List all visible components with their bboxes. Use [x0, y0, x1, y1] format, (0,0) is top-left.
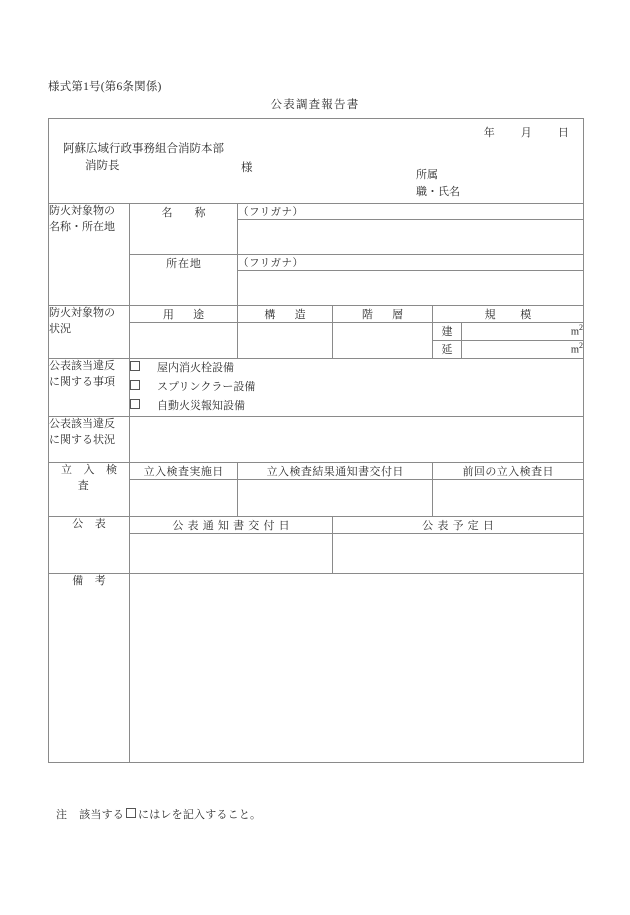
row-label-violation-items [49, 359, 130, 417]
violation-items-row [49, 359, 584, 417]
inspection-value-row [49, 479, 584, 516]
row-label-status-line2: 状況 [49, 322, 71, 335]
row-label-inspection: 立入検査 [49, 462, 130, 516]
colhead-inspection-date: 立入検査実施日 [130, 462, 238, 479]
honorific-label: 様 [241, 162, 253, 174]
organization-name: 阿蘇広域行政事務組合消防本部 [63, 143, 224, 155]
checkbox-label-sprinkler: スプリンクラー設備 [157, 380, 256, 393]
row-label-name-address-line1: 防火対象物の [49, 205, 115, 217]
row-label-violation-status-line1: 公表該当違反 [49, 417, 115, 430]
row-label-violation-status [49, 416, 130, 462]
input-violation-status[interactable] [130, 416, 584, 462]
affiliation-label: 所属 [416, 169, 438, 181]
input-previous-inspection-date[interactable] [433, 479, 584, 516]
footer-note [56, 806, 261, 822]
input-use[interactable] [130, 323, 238, 359]
remarks-row [49, 573, 584, 762]
row-label-status [49, 306, 130, 359]
size-total-unit-sup: 2 [579, 341, 584, 350]
name-label: 職・氏名 [416, 185, 460, 198]
size-building-label: 建 [433, 323, 462, 341]
colhead-size: 規 模 [433, 306, 584, 323]
input-size-building[interactable] [462, 323, 584, 341]
sub-label-name: 名 称 [130, 204, 238, 255]
size-total-unit: m [570, 344, 580, 356]
colhead-previous-inspection-date: 前回の立入検査日 [433, 462, 584, 479]
input-inspection-date[interactable] [130, 479, 238, 516]
name-furigana-row [49, 204, 584, 220]
row-label-name-address [49, 204, 130, 306]
date-day-label: 日 [557, 127, 570, 139]
colhead-structure: 構 造 [238, 306, 333, 323]
furigana-name: （フリガナ） [238, 204, 584, 220]
colhead-use: 用 途 [130, 306, 238, 323]
input-inspection-notice-date[interactable] [238, 479, 433, 516]
header-cell [49, 119, 584, 204]
checkbox-item-indoor-hydrant[interactable] [130, 359, 583, 378]
checkbox-icon[interactable] [130, 361, 140, 371]
sub-label-address: 所在地 [130, 255, 238, 306]
input-remarks[interactable] [130, 573, 584, 762]
row-label-publication: 公表 [49, 516, 130, 573]
footer-note-part1: 該当する [79, 809, 125, 821]
furigana-address: （フリガナ） [238, 255, 584, 271]
violation-status-row [49, 416, 584, 462]
document-title: 公表調査報告書 [270, 99, 360, 111]
date-year-label: 年 [483, 127, 495, 139]
colhead-publication-notice-date: 公表通知書交付日 [130, 516, 333, 533]
input-size-total[interactable] [462, 341, 584, 359]
input-structure[interactable] [238, 323, 333, 359]
row-label-name-address-line2: 名称・所在地 [49, 220, 115, 233]
addressee-block [63, 141, 224, 176]
checkbox-glyph-icon [126, 808, 136, 818]
size-building-unit: m [570, 326, 580, 338]
size-total-label: 延 [433, 341, 462, 359]
inspection-header-row [49, 462, 584, 479]
row-label-violation-status-line2: に関する状況 [49, 433, 115, 446]
input-name[interactable] [238, 220, 584, 255]
report-form-table [48, 118, 584, 763]
checkbox-item-fire-alarm[interactable] [130, 397, 583, 416]
header-row [49, 119, 584, 204]
size-building-unit-sup: 2 [579, 323, 584, 332]
status-header-row [49, 306, 584, 323]
address-furigana-row [49, 255, 584, 271]
row-label-remarks: 備考 [49, 573, 130, 762]
colhead-floors: 階 層 [333, 306, 433, 323]
row-label-violation-items-line2: に関する事項 [49, 375, 115, 388]
footer-note-lead: 注 [56, 809, 68, 821]
row-label-violation-items-line1: 公表該当違反 [49, 360, 115, 372]
input-publication-scheduled-date[interactable] [333, 533, 584, 573]
checkbox-label-indoor-hydrant: 屋内消火栓設備 [157, 362, 234, 374]
publication-value-row [49, 533, 584, 573]
colhead-inspection-notice-date: 立入検査結果通知書交付日 [238, 462, 433, 479]
checkbox-item-sprinkler[interactable] [130, 378, 583, 397]
input-floors[interactable] [333, 323, 433, 359]
violation-checkbox-list [130, 359, 584, 417]
date-month-label: 月 [520, 127, 532, 139]
sender-block [416, 167, 460, 200]
status-building-row [49, 323, 584, 341]
footer-note-part2: にはレを記入すること。 [138, 809, 262, 821]
publication-header-row [49, 516, 584, 533]
checkbox-label-fire-alarm: 自動火災報知設備 [157, 399, 245, 412]
checkbox-icon[interactable] [130, 399, 140, 409]
input-address[interactable] [238, 271, 584, 306]
checkbox-icon[interactable] [130, 380, 140, 390]
row-label-status-line1: 防火対象物の [49, 307, 115, 319]
date-line [484, 124, 569, 140]
colhead-publication-scheduled-date: 公表予定日 [333, 516, 584, 533]
form-code: 様式第1号(第6条関係) [48, 81, 162, 93]
input-publication-notice-date[interactable] [130, 533, 333, 573]
recipient-title: 消防長 [85, 160, 120, 173]
